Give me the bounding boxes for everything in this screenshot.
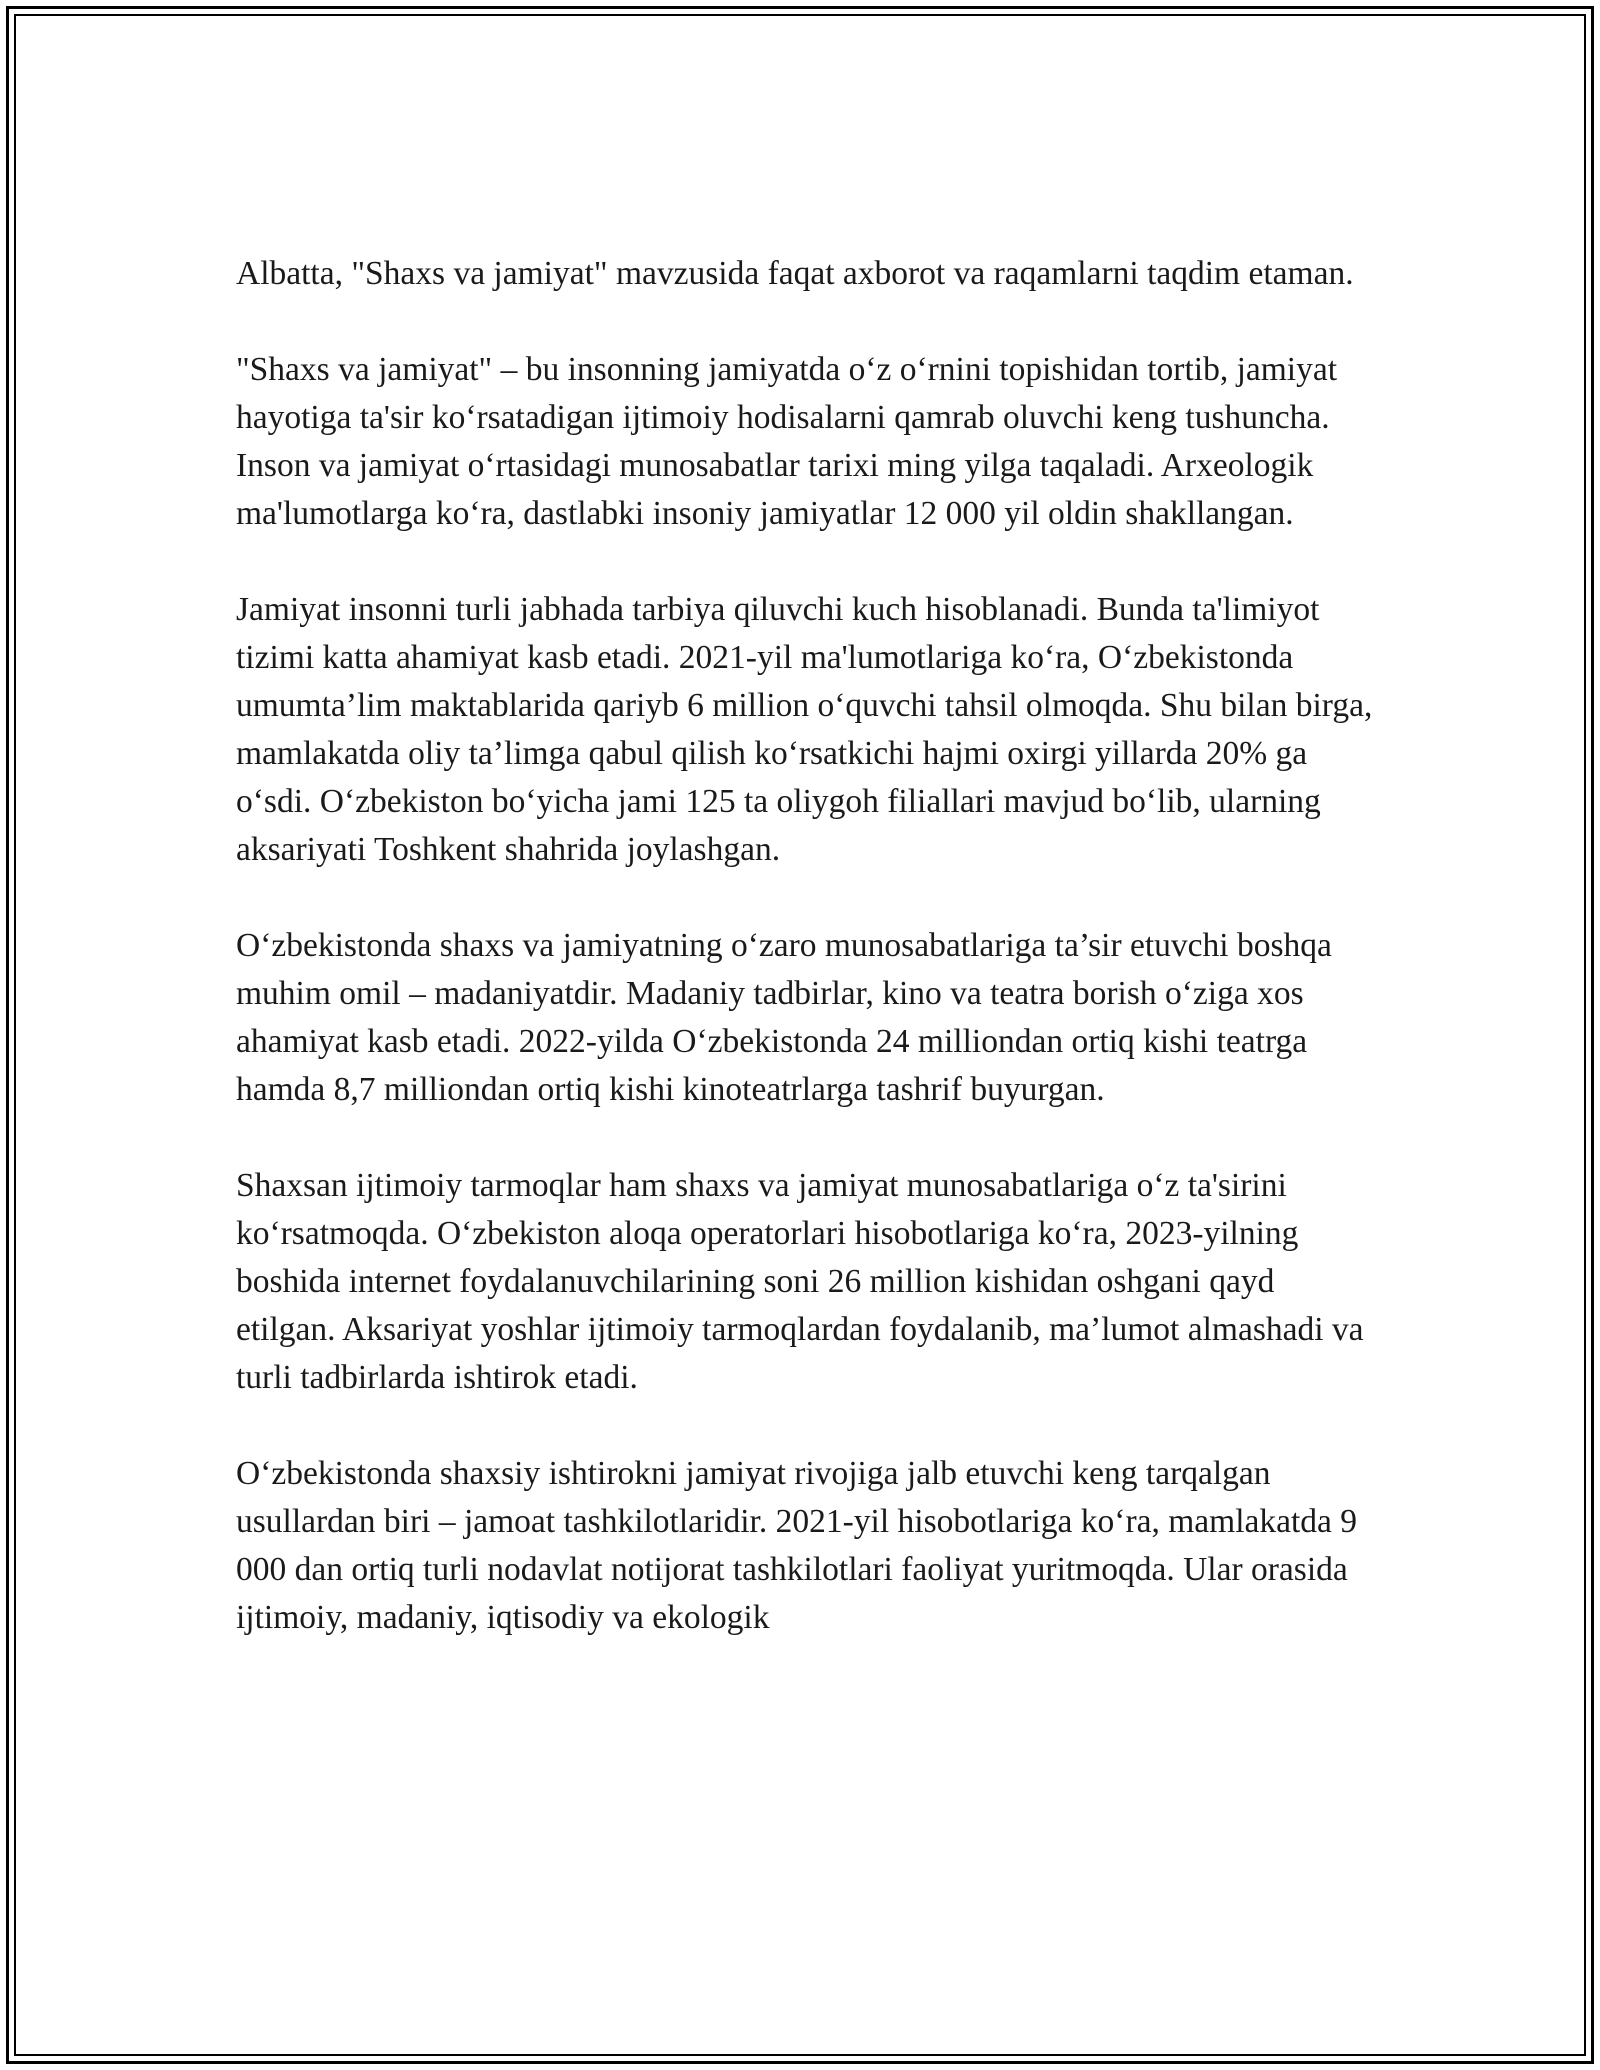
document-body [236,250,1376,1690]
paragraph-education: Jamiyat insonni turli jabhada tarbiya qiluvchi kuch hisoblanadi. Bunda ta'limiyot tizimi katta ahamiyat kasb etadi. 2021-yil ma'lumotlariga ko‘ra, O‘zbekistonda umumta’lim maktablarida qariyb 6 million o‘quvchi tahsil olmoqda. Shu bilan birga, mamlakatda oliy ta’limga qabul qilish ko‘rsatkichi hajmi oxirgi yillarda 20% ga o‘sdi. O‘zbekiston bo‘yicha jami 125 ta oliygoh filiallari mavjud bo‘lib, ularning aksariyati Toshkent shahrida joylashgan. [236,591,1373,868]
paragraph-culture: O‘zbekistonda shaxs va jamiyatning o‘zaro munosabatlariga ta’sir etuvchi boshqa muhim omil – madaniyatdir. Madaniy tadbirlar, kino va teatra borish o‘ziga xos ahamiyat kasb etadi. 2022-yilda O‘zbekistonda 24 milliondan ortiq kishi teatrga hamda 8,7 milliondan ortiq kishi kinoteatrlarga tashrif buyurgan. [236,927,1332,1108]
paragraph-intro: Albatta, "Shaxs va jamiyat" mavzusida faqat axborot va raqamlarni taqdim etaman. [236,255,1354,292]
paragraph-definition: "Shaxs va jamiyat" – bu insonning jamiyatda o‘z o‘rnini topishidan tortib, jamiyat hayotiga ta'sir ko‘rsatadigan ijtimoiy hodisalarni qamrab oluvchi keng tushuncha. Inson va jamiyat o‘rtasidagi munosabatlar tarixi ming yilga taqaladi. Arxeologik ma'lumotlarga ko‘ra, dastlabki insoniy jamiyatlar 12 000 yil oldin shakllangan. [236,351,1338,532]
paragraph-organizations: O‘zbekistonda shaxsiy ishtirokni jamiyat rivojiga jalb etuvchi keng tarqalgan usullardan biri – jamoat tashkilotlaridir. 2021-yil hisobotlariga ko‘ra, mamlakatda 9 000 dan ortiq turli nodavlat notijorat tashkilotlari faoliyat yuritmoqda. Ular orasida ijtimoiy, madaniy, iqtisodiy va ekologik [236,1455,1358,1636]
paragraph-social-networks: Shaxsan ijtimoiy tarmoqlar ham shaxs va jamiyat munosabatlariga o‘z ta'sirini ko‘rsatmoqda. O‘zbekiston aloqa operatorlari hisobotlariga ko‘ra, 2023-yilning boshida internet foydalanuvchilarining soni 26 million kishidan oshgani qayd etilgan. Aksariyat yoshlar ijtimoiy tarmoqlardan foydalanib, ma’lumot almashadi va turli tadbirlarda ishtirok etadi. [236,1167,1364,1396]
